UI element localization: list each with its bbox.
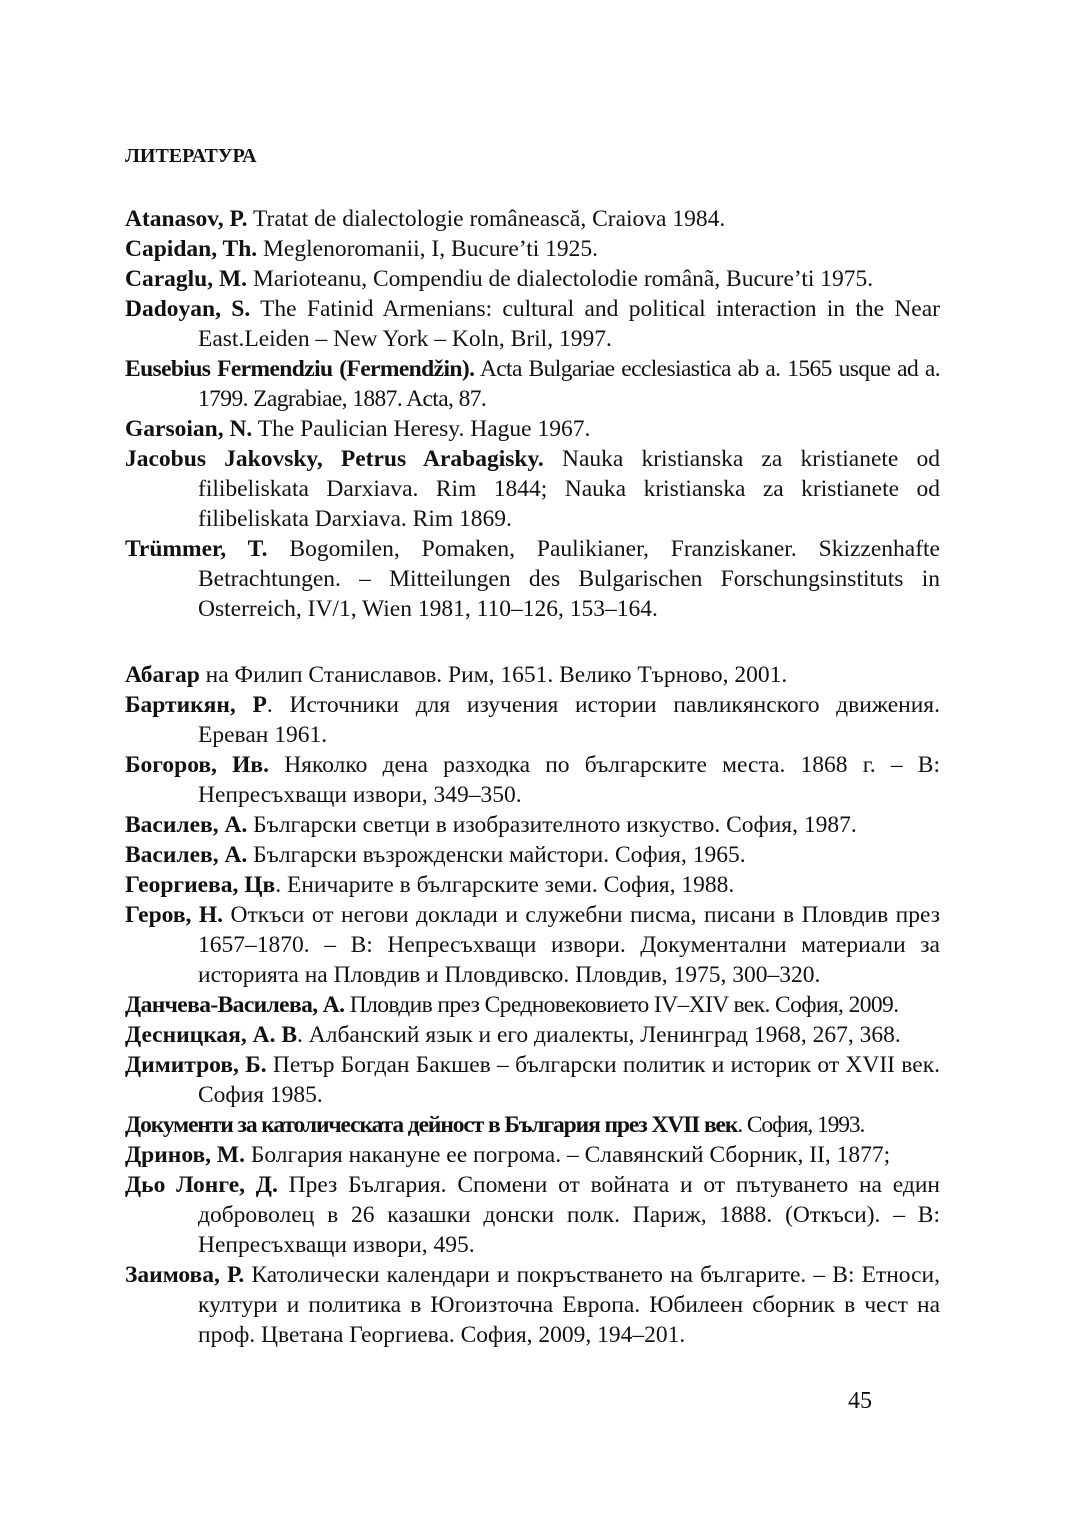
entry-author: Геров, Н.	[125, 902, 224, 928]
entry-author: Capidan, Th.	[125, 236, 258, 262]
bibliography-entry	[125, 444, 940, 534]
cyrillic-bibliography-list	[125, 660, 940, 1350]
entry-text: . Еничарите в българските земи. София, 1988.	[275, 872, 735, 898]
entry-author: Дринов, М.	[125, 1142, 245, 1168]
entry-author: Дьо Лонге, Д.	[125, 1172, 278, 1198]
entry-text: Meglenoromanii, I, Bucure’ti 1925.	[257, 236, 599, 262]
latin-bibliography-list	[125, 204, 940, 624]
bibliography-entry	[125, 1050, 940, 1110]
entry-text: Български светци в изобразителното изкуство. София, 1987.	[247, 812, 857, 838]
entry-author: Василев, А.	[125, 812, 248, 838]
entry-author: Caraglu, M.	[125, 266, 248, 292]
bibliography-entry	[125, 414, 940, 444]
entry-text: . Источники для изучения истории павликянского движения. Ереван 1961.	[198, 692, 940, 748]
bibliography-entry	[125, 810, 940, 840]
entry-author: Trümmer, T.	[125, 536, 268, 562]
entry-author: Данчева-Василева, А.	[125, 992, 345, 1018]
entry-author: Георгиева, Цв	[125, 872, 276, 898]
bibliography-entry	[125, 234, 940, 264]
entry-author: Jacobus Jakovsky, Petrus Arabagisky.	[125, 446, 544, 472]
entry-text: Петър Богдан Бакшев – български политик и историк от XVII век. София 1985.	[198, 1052, 940, 1108]
bibliography-entry	[125, 354, 940, 414]
bibliography-entry	[125, 294, 940, 354]
entry-text: Bogomilen, Pomaken, Paulikianer, Franziskaner. Skizzenhafte Betrachtungen. – Mitteilungen des Bulgarischen Forschungsinstituts in Osterreich, IV/1, Wien 1981, 110–126, 153–164.	[198, 536, 940, 622]
bibliography-entry	[125, 534, 940, 624]
entry-text: Болгария накануне ее погрома. – Славянский Сборник, II, 1877;	[244, 1142, 891, 1168]
bibliography-entry	[125, 264, 940, 294]
entry-text: Tratat de dialectologie românească, Craiova 1984.	[247, 206, 726, 232]
section-heading: ЛИТЕРАТУРА	[125, 145, 257, 167]
entry-text: През България. Спомени от войната и от пътуването на един доброволец в 26 казашки донски полк. Париж, 1888. (Откъси). – В: Непресъхващи извори, 495.	[198, 1172, 940, 1258]
entry-text: . Албанский язык и его диалекты, Ленинград 1968, 267, 368.	[297, 1022, 901, 1048]
entry-text: Acta Bulgariae ecclesiastica ab a. 1565 usque ad a. 1799. Zagrabiae, 1887. Acta, 87.	[198, 356, 940, 412]
entry-text: Nauka kristianska za kristianete od filibeliskata Darxiava. Rim 1844; Nauka kristianska za kristianete od filibeliskata Darxiava. Rim 1869.	[198, 446, 940, 532]
entry-author: Заимова, Р.	[125, 1262, 245, 1288]
bibliography-entry	[125, 204, 940, 234]
entry-text: . София, 1993.	[737, 1112, 865, 1138]
entry-author: Eusebius Fermendziu (Fermendžin).	[125, 356, 475, 382]
bibliography-entry	[125, 1020, 940, 1050]
entry-author: Atanasov, P.	[125, 206, 248, 232]
bibliography-entry	[125, 660, 940, 690]
bibliography-entry	[125, 690, 940, 750]
entry-author: Богоров, Ив.	[125, 752, 269, 778]
entry-text: Католически календари и покръстването на българите. – В: Етноси, култури и политика в Югоизточна Европа. Юбилеен сборник в чест на проф. Цветана Георгиева. София, 2009, 194–201.	[198, 1262, 940, 1348]
entry-text: Няколко дена разходка по българските места. 1868 г. – В: Непресъхващи извори, 349–350.	[198, 752, 940, 808]
bibliography-entry	[125, 840, 940, 870]
entry-text: на Филип Станиславов. Рим, 1651. Велико Търново, 2001.	[199, 662, 788, 688]
bibliography-entry	[125, 1140, 940, 1170]
entry-text: The Fatinid Armenians: cultural and political interaction in the Near East.Leiden – New York – Koln, Bril, 1997.	[198, 296, 940, 352]
entry-author: Бартикян, Р	[125, 692, 267, 718]
bibliography-entry	[125, 870, 940, 900]
entry-text: Пловдив през Средновековието IV–XIV век. София, 2009.	[344, 992, 899, 1018]
entry-author: Garsoian, N.	[125, 416, 253, 442]
entry-author: Десницкая, А. В	[125, 1022, 298, 1048]
bibliography-entry	[125, 900, 940, 990]
bibliography-entry	[125, 1110, 940, 1140]
entry-author: Dadoyan, S.	[125, 296, 251, 322]
entry-text: Откъси от негови доклади и служебни писма, писани в Пловдив през 1657–1870. – В: Непресъхващи извори. Документални материали за историята на Пловдив и Пловдивско. Пловдив, 1975, 300–320.	[198, 902, 940, 988]
entry-text: Marioteanu, Compendiu de dialectolodie românã, Bucure’ti 1975.	[247, 266, 874, 292]
page-number: 45	[848, 1388, 872, 1414]
bibliography-entry	[125, 1260, 940, 1350]
bibliography-entry	[125, 1170, 940, 1260]
entry-text: The Paulician Heresy. Hague 1967.	[252, 416, 591, 442]
entry-text: Български възрожденски майстори. София, 1965.	[247, 842, 746, 868]
entry-author: Абагар	[125, 662, 200, 688]
bibliography-entry	[125, 750, 940, 810]
entry-author: Документи за католическата дейност в България през XVII век	[125, 1112, 738, 1138]
entry-author: Василев, А.	[125, 842, 248, 868]
entry-author: Димитров, Б.	[125, 1052, 267, 1078]
bibliography-entry	[125, 990, 940, 1020]
